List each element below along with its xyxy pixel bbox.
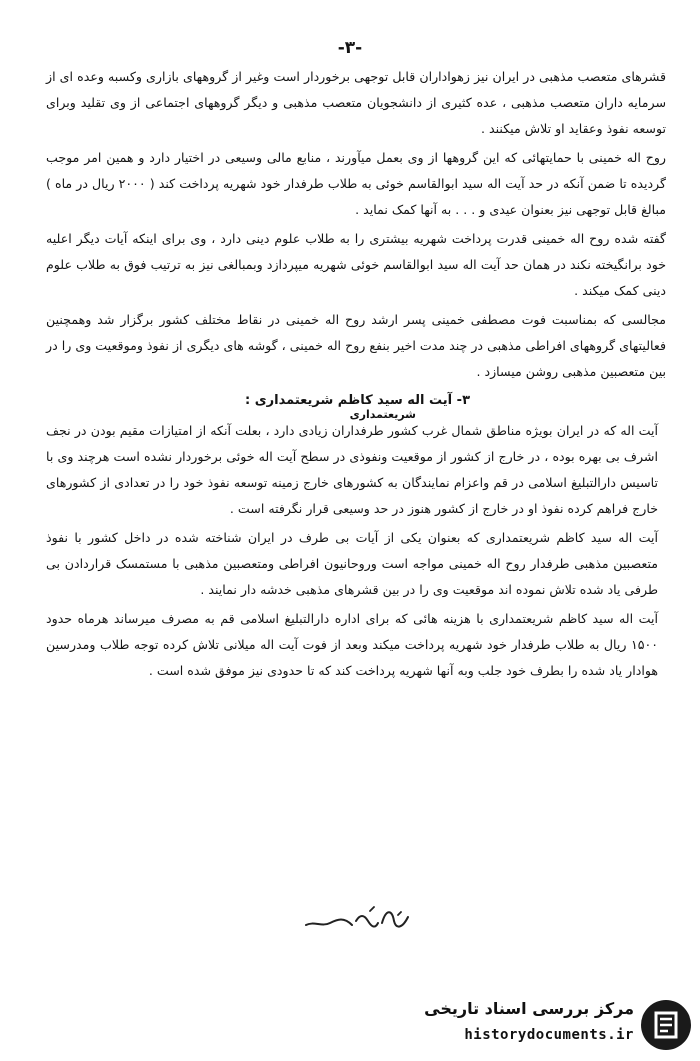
paragraph-7: آیت اله سید کاظم شریعتمداری با هزینه هائی که برای اداره دارالتبلیغ اسلامی قم به مصرف میرساند هرماه حدود ۱۵۰۰ ریال به طلاب طرفدار خود شهریه پرداخت میکند وبعد از فوت آیت اله میلانی تلاش کرده توجه طلاب ومدرسین هوادار یاد شده را بطرف خود جلب وبه آنها شهریه پرداخت کند که تا حدودی نیز موفق شده است . bbox=[46, 611, 658, 678]
paragraph-2: روح اله خمینی با حمایتهائی که این گروهها از وی بعمل میآورند ، منابع مالی وسیعی در اختیار دارد و همین امر موجب گردیده تا ضمن آنکه در حد آیت اله سید ابوالقاسم خوئی به طلاب طرفدار خود شهریه پرداخت کند ( ۲۰۰۰ ریال در ماه ) مبالغ قابل توجهی نیز بعنوان عیدی و . . . به آنها کمک نماید . bbox=[46, 150, 666, 217]
marginal-note: شریعتمداری bbox=[349, 408, 416, 421]
archive-logo-icon bbox=[638, 997, 694, 1053]
paragraph-1: قشرهای متعصب مذهبی در ایران نیز زهواداران قابل توجهی برخوردار است وغیر از گروههای بازاری وکسبه وعده ای از سرمایه داران متعصب مذهبی ، عده کثیری از دانشجویان متعصب مذهبی و دیگر گروههای اجتماعی از وی تقلید وبرای توسعه نفوذ وعقاید او تلاش میکنند . bbox=[46, 69, 666, 136]
paragraph-6: آیت اله سید کاظم شریعتمداری که بعنوان یکی از آیات بی طرف در ایران شناخته شده در داخل کشور با نفوذ متعصبین مذهبی طرفدار روح اله خمینی مواجه است وروحانیون افراطی ومتعصبین مذهبی با مستمسک قراردادن بی طرفی یاد شده تلاش نموده اند موقعیت وی را در بین قشرهای مذهبی خدشه دار نمایند . bbox=[46, 530, 658, 597]
paragraph-3: گفته شده روح اله خمینی قدرت پرداخت شهریه بیشتری را به طلاب علوم دینی دارد ، وی برای اینکه آیات دیگر اعلیه خود برانگیخته نکند در همان حد آیت اله سید ابوالقاسم خوئی شهریه میپردازد وبمبالغی نیز به ترتیب فوق به طلاب علوم دینی کمک میکند . bbox=[46, 231, 666, 298]
paragraph-5: آیت اله که در ایران بویژه مناطق شمال غرب کشور طرفداران زیادی دارد ، بعلت آنکه از امتیازات مقیم بودن در نجف اشرف بی بهره بوده ، در خارج از کشور از موقعیت ونفوذی در سطح آیت اله خوئی برخوردار نشده است هرچند وی با تاسیس دارالتبلیغ اسلامی در قم واعزام نمایندگان به کشورهای خارج زمینه توسعه نفوذ خود را در تعدادی از کشورهای خارج فراهم کرده نفوذ او در خارج از کشور هنوز در حد وسیعی قرار نگرفته است . bbox=[46, 423, 658, 516]
watermark-site: historydocuments.ir bbox=[464, 1027, 634, 1043]
watermark-title: مرکز بررسی اسناد تاریخی bbox=[424, 999, 634, 1018]
paragraph-4: مجالسی که بمناسبت فوت مصطفی خمینی پسر ارشد روح اله خمینی در نقاط مختلف کشور برگزار شد وهمچنین فعالیتهای گروههای افراطی مذهبی در چند مدت اخیر بنفع روح اله خمینی ، گوشه های دیگری از نفوذ وموقعیت وی را در بین متعصبین مذهبی روشن میسازد . bbox=[46, 312, 666, 379]
page-number: -۳- bbox=[337, 38, 363, 58]
section-heading-block bbox=[46, 388, 666, 421]
handwritten-signature bbox=[300, 903, 420, 935]
document-body bbox=[46, 64, 666, 687]
section-heading: ۳- آیت اله سید کاظم شریعتمداری : bbox=[245, 393, 470, 408]
watermark bbox=[408, 993, 700, 1061]
